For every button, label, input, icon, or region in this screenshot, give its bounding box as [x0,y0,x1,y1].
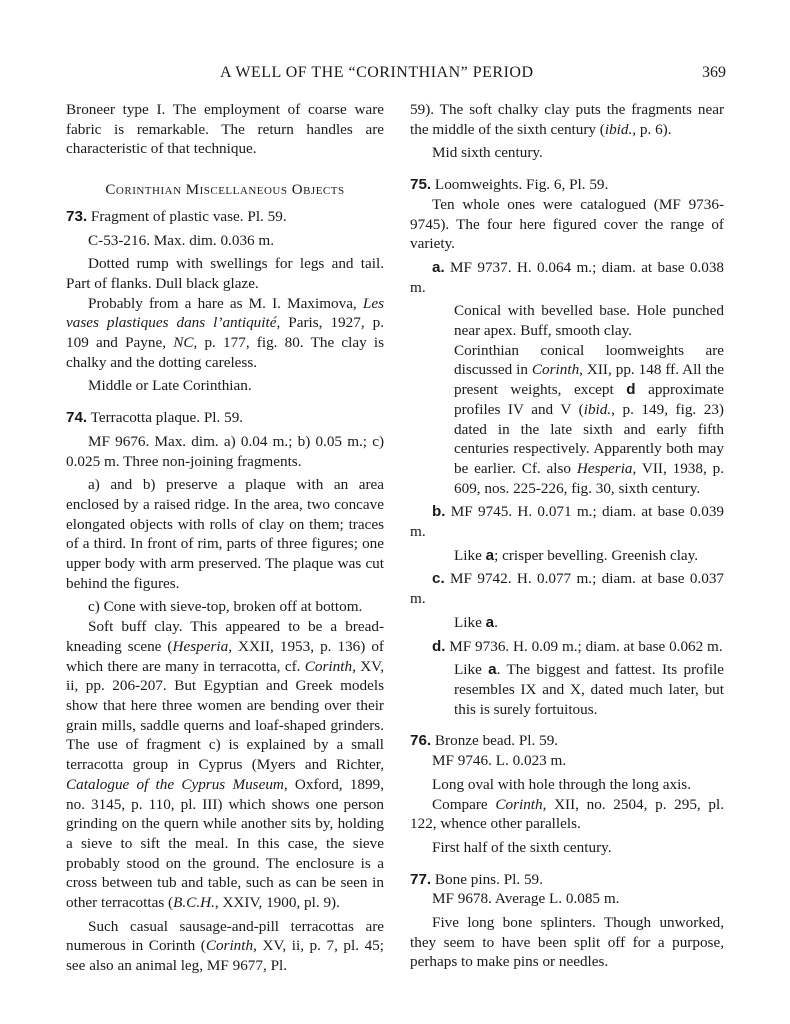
entry-75a-desc: Conical with bevelled base. Hole punched near apex. Buff, smooth clay. [454,302,724,340]
entry-73-heading: 73. Fragment of plastic vase. Pl. 59. [66,207,287,225]
entry-74-id: MF 9676. Max. dim. a) 0.04 m.; b) 0.05 m.; c) 0.025 m. Three non-joining fragments. [66,432,384,470]
entry-74-c: c) Cone with sieve-top, broken off at bottom. [88,598,363,616]
entry-73-date: Middle or Late Corinthian. [88,377,252,395]
entry-76-date: First half of the sixth century. [432,838,612,856]
paragraph-continued: 59). The soft chalky clay puts the fragments near the middle of the sixth century (ibid., p. 6). [410,101,724,138]
entry-76-comment: Compare Corinth, XII, no. 2504, p. 295, pl. 122, whence other parallels. [410,795,724,833]
entry-76-id: MF 9746. L. 0.023 m. [432,752,567,770]
entry-75c-desc: Like a. [454,613,498,631]
entry-75b-id: b. MF 9745. H. 0.071 m.; diam. at base 0.039 m. [410,503,725,541]
left-column [66,100,384,976]
entry-73-desc: Dotted rump with swellings for legs and tail. Part of flanks. Dull black glaze. [66,255,384,292]
entry-76-heading: 76. Bronze bead. Pl. 59. [410,732,559,750]
entry-74-discussion: Soft buff clay. This appeared to be a bread-kneading scene (Hesperia, XXII, 1953, p. 136) of which there are many in terracotta, cf. Corinth, XV, ii, pp. 206-207. But Egyptian and Greek models show that here three women are bending over their grain mills, saddle querns and loaf-shaped grinders. The use of fragment c) is explained by a small terracotta group in Cyprus (Myers and Richter, Catalogue of the Cyprus Museum, Oxford, 1899, no. 3145, p. 110, pl. III) which shows one person grinding on the quern while another sits by, holding a sieve to sift the meal. In this case, the sieve probably stood on the ground. The enclosure is a cross between tub and table, such as can be seen in other terracottas (B.C.H., XXIV, 1900, pl. 9). [66,618,384,912]
paragraph: Broneer type I. The employment of coarse ware fabric is remarkable. The return handles are characteristic of that technique. [66,101,384,158]
entry-77-heading: 77. Bone pins. Pl. 59. [410,870,543,888]
entry-75-intro: Ten whole ones were catalogued (MF 9736-9745). The four here figured cover the range of variety. [410,195,724,253]
entry-75a-comment: Corinthian conical loomweights are discussed in Corinth, XII, pp. 148 ff. All the present weights, except d approximate profiles IV and V (ibid., p. 149, fig. 23) dated in the late sixth and early fifth centuries respectively. Apparently both may be earlier. Cf. also Hesperia, VII, 1938, p. 609, nos. 225-226, fig. 30, sixth century. [454,341,724,497]
entry-76-desc: Long oval with hole through the long axis. [432,775,691,793]
entry-75d-desc: Like a. The biggest and fattest. Its profile resembles IX and X, dated much later, but this is surely fortuitous. [454,661,724,718]
running-header: A WELL OF THE “CORINTHIAN” PERIOD [220,64,534,81]
entry-73-id: C-53-216. Max. dim. 0.036 m. [88,231,275,249]
entry-74-heading: 74. Terracotta plaque. Pl. 59. [66,409,244,427]
page-number: 369 [702,64,726,81]
entry-77-id: MF 9678. Average L. 0.085 m. [432,890,620,908]
entry-74-ab: a) and b) preserve a plaque with an area enclosed by a raised ridge. In the area, two concave elongated objects with rolls of clay on them; traces of a third. In front of rim, parts of three figures; one upper body with arm preserved. The plaque was cut behind the figures. [66,476,384,592]
entry-74-parallels: Such casual sausage-and-pill terracottas are numerous in Corinth (Corinth, XV, ii, p. 7, pl. 45; see also an animal leg, MF 9677, Pl. [66,917,384,975]
entry-75c-id: c. MF 9742. H. 0.077 m.; diam. at base 0.037 m. [410,570,725,608]
right-column [410,100,724,972]
entry-75d-id: d. MF 9736. H. 0.09 m.; diam. at base 0.062 m. [432,637,723,655]
entry-73-comment: Probably from a hare as M. I. Maximova, Les vases plastiques dans l’antiquité, Paris, 1927, p. 109 and Payne, NC, p. 177, fig. 80. The clay is chalky and the dotting careless. [66,294,384,371]
section-heading: Corinthian Miscellaneous Objects [105,182,345,199]
entry-77-desc: Five long bone splinters. Though unworked, they seem to have been split off for a purpose, perhaps to make pins or needles. [410,914,724,971]
entry-75a-id: a. MF 9737. H. 0.064 m.; diam. at base 0.038 m. [410,258,725,296]
entry-75-heading: 75. Loomweights. Fig. 6, Pl. 59. [410,176,609,194]
entry-75b-desc: Like a; crisper bevelling. Greenish clay. [454,546,699,564]
entry-74-date: Mid sixth century. [432,144,543,162]
